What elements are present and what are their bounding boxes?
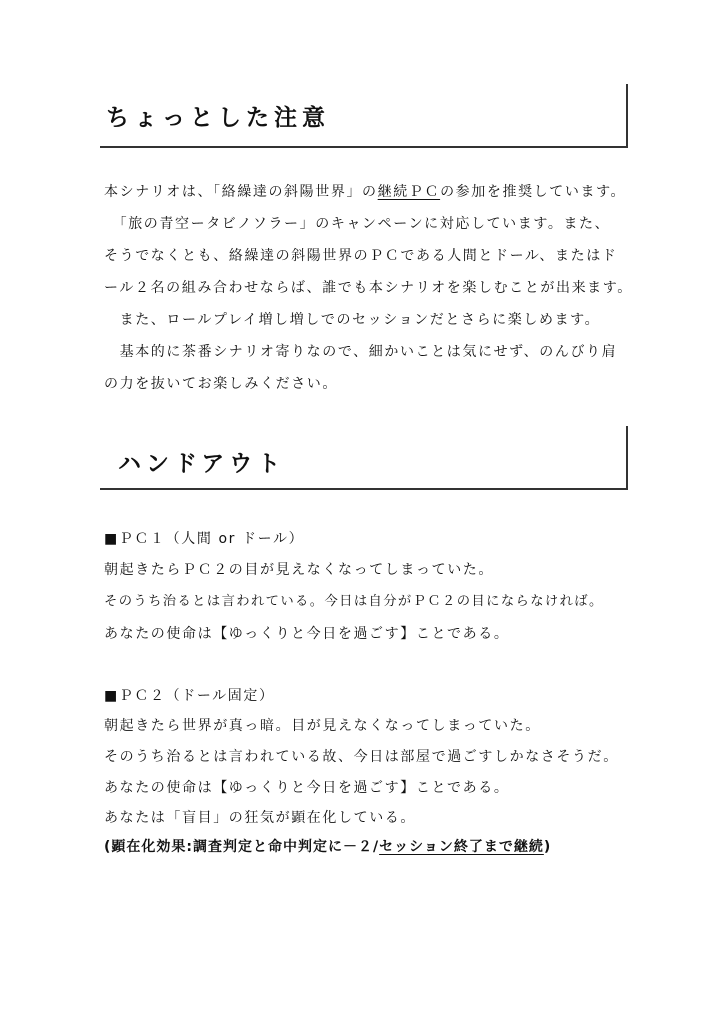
effect-duration-text: セッション終了まで継続 <box>379 839 544 855</box>
pc1-title: ■ＰＣ１（人間 or ドール） <box>104 531 305 547</box>
caution-line-7: の力を抜いてお楽しみください。 <box>104 376 338 392</box>
pc2-madness-effect <box>104 838 551 856</box>
caution-line-1-c: の参加を推奨しています。 <box>440 184 627 200</box>
caution-line-2: 「旅の青空ータビノソラー」のキャンペーンに対応しています。また、 <box>104 216 611 232</box>
continuing-pc-text: 継続ＰＣ <box>377 184 441 200</box>
pc2-line-4: あなたは「盲目」の狂気が顕在化している。 <box>104 810 416 826</box>
pc1-line-2: そのうち治るとは言われている。今日は自分がＰＣ２の目にならなければ。 <box>104 594 604 609</box>
section-heading-box-caution <box>100 84 628 148</box>
pc2-line-1: 朝起きたら世界が真っ暗。目が見えなくなってしまっていた。 <box>104 718 541 734</box>
caution-line-3: そうでなくとも、絡繰達の斜陽世界のＰＣである人間とドール、またはド <box>104 248 618 264</box>
caution-line-4: ール２名の組み合わせならば、誰でも本シナリオを楽しむことが出来ます。 <box>104 280 633 296</box>
section-heading-handout: ハンドアウト <box>118 451 286 477</box>
effect-text-c: ) <box>543 839 552 855</box>
pc1-line-1: 朝起きたらＰＣ２の目が見えなくなってしまっていた。 <box>104 562 494 578</box>
section-heading-box-handout <box>100 426 628 490</box>
pc2-title: ■ＰＣ２（ドール固定） <box>104 688 275 704</box>
pc1-line-3: あなたの使命は【ゆっくりと今日を過ごす】ことである。 <box>104 626 510 642</box>
pc2-line-3: あなたの使命は【ゆっくりと今日を過ごす】ことである。 <box>104 780 510 796</box>
effect-text-a: (顕在化効果:調査判定と命中判定に－２/ <box>104 839 380 855</box>
section-heading-caution: ちょっとした注意 <box>106 105 330 131</box>
caution-line-1-a: 本シナリオは、「絡繰達の斜陽世界」の <box>104 184 378 200</box>
caution-line-5: また、ロールプレイ増し増しでのセッションだとさらに楽しめます。 <box>104 312 601 328</box>
caution-line-1 <box>104 183 626 201</box>
caution-line-6: 基本的に茶番シナリオ寄りなので、細かいことは気にせず、のんびり肩 <box>104 344 618 360</box>
pc2-line-2: そのうち治るとは言われている故、今日は部屋で過ごすしかなさそうだ。 <box>104 749 619 765</box>
